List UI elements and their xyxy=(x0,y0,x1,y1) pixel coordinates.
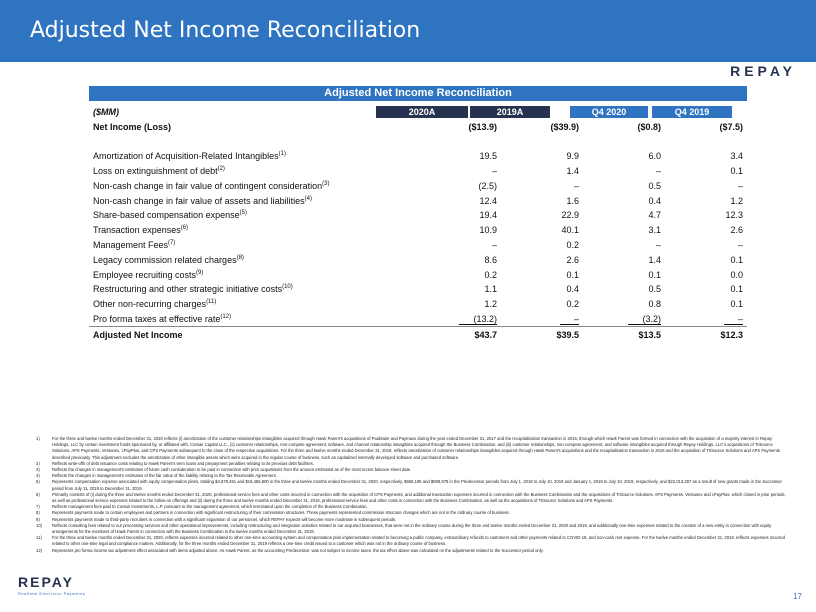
row-label: Non-cash change in fair value of contingent consideration$^{(3)}$ xyxy=(93,180,330,191)
table-row xyxy=(89,178,747,193)
page-number: 17 xyxy=(793,592,802,601)
row-label: Net Income (Loss) xyxy=(93,122,172,133)
cell-value: ($39.9) xyxy=(550,122,579,133)
row-label: Other non-recurring charges$^{(11)}$ xyxy=(93,299,217,310)
table-row xyxy=(89,164,747,179)
cell-value: 0.1 xyxy=(648,269,661,280)
cell-value: 19.4 xyxy=(479,210,497,221)
table-row xyxy=(89,208,747,223)
cell-value: ($0.8) xyxy=(637,122,661,133)
footnotes xyxy=(36,436,788,554)
cell-value: 9.9 xyxy=(566,151,579,162)
spacer-row xyxy=(89,135,747,149)
column-header-2020a: 2020A xyxy=(376,106,468,118)
footnote-ref: (4) xyxy=(304,195,312,202)
footnote-ref: (8) xyxy=(236,254,244,261)
cell-value: 6.0 xyxy=(648,151,661,162)
cell-value: – xyxy=(655,165,661,176)
footnote-text: Represents pro forma income tax adjustment effect associated with items adjusted above. As Hawk Parent, as the accounting Predecessor, was not subject to income taxes, the tax effect above was calculated on the adjustments related to the Successor period only. xyxy=(52,547,544,553)
footnote-ref: (11) xyxy=(206,299,217,306)
table-row xyxy=(89,312,747,327)
title-bar xyxy=(0,0,816,62)
table-row xyxy=(89,149,747,164)
footnote-text: Reflects management fees paid to Corsair Investments, L.P. pursuant to the management agreement, which terminated upon the completion of the Business Combination. xyxy=(52,504,368,510)
table-row xyxy=(89,267,747,282)
cell-value: 1.4 xyxy=(648,254,661,265)
footnote xyxy=(36,492,788,504)
footnote-number: 5) xyxy=(36,479,40,485)
cell-value: 10.9 xyxy=(479,225,497,236)
cell-value: 1.4 xyxy=(566,165,579,176)
cell-value: 0.0 xyxy=(730,269,743,280)
cell-value: 3.4 xyxy=(730,151,743,162)
row-label: Transaction expenses$^{(6)}$ xyxy=(93,225,189,236)
footnote-number: 8) xyxy=(36,510,40,516)
cell-value: ($13.9) xyxy=(468,122,497,133)
row-label: Restructuring and other strategic initiative costs$^{(10)}$ xyxy=(93,284,293,295)
footnote-text: For the three and twelve months ended December 31, 2020 reflects (i) amortization of the customer relationships intangibles acquired through Hawk Parent's acquisitions of PaidSuite and Paymaxx during the year ended December 31, 2017 and the recapitalization transaction in 2016, through which Hawk Parent was formed in connection with the acquisition of a majority interest in Repay Holdings, LLC by certain investment funds sponsored by, or affiliated with, Corsair Capital LLC., (ii) customer relationships, non-compete agreement, software, and channel relationship intangibles acquired through the Business Combination, and (iii) customer relationships, non-compete agreement, and software intangibles acquired through Repay Holdings, LLC's acquisitions of TriSource Solutions, APS Payments, Ventanex, cPayPlus, and CPS Payments subsequent to the close of the respective acquisitions. For the three and twelve months ended December 31, 2019, reflects amortization of customer relationships intangibles acquired through Hawk Parent's acquisitions and the recapitalization transaction in 2016 and the acquisition of TriSource Solutions and APS Payments described previously. This adjustment excludes the amortization of other intangible assets which were acquired in the regular course of business, such as capitalized internally developed software and purchased software. xyxy=(52,436,780,460)
cell-value: 1.1 xyxy=(484,284,497,295)
table-banner: Adjusted Net Income Reconciliation xyxy=(89,86,747,101)
footnote-number: 11) xyxy=(36,535,42,541)
cell-value: 0.1 xyxy=(566,269,579,280)
footnote-text: Primarily consists of (i) during the three and twelve months ended December 31, 2020, professional service fees and other costs incurred in connection with the acquisition of CPS Payments, and additional transaction expenses incurred in connection with the Business Combination and the acquisitions of TriSource Solutions, APS Payments, Ventanex and cPayPlus, which closed in prior periods, as well as professional service expenses related to the follow-on offerings and (ii) during the three and twelve months ended December 31, 2019, professional service fees and other costs in connection with the Business Combination, as well as the acquisitions of TriSource Solutions and APS Payments. xyxy=(52,491,786,504)
footnote-ref: (7) xyxy=(168,239,176,246)
table-row xyxy=(89,120,747,135)
page-title: Adjusted Net Income Reconciliation xyxy=(30,18,421,43)
footnote-text: Reflects write-offs of debt issuance costs relating to Hawk Parent's term loans and prepayment penalties relating to its previous debt facilities. xyxy=(52,460,314,466)
footnote-ref: (2) xyxy=(217,165,225,172)
table-row xyxy=(89,252,747,267)
cell-value: 3.1 xyxy=(648,225,661,236)
cell-value: 1.2 xyxy=(484,299,497,310)
brand-tagline: Realtime Electronic Payments xyxy=(18,591,86,596)
footnote-number: 6) xyxy=(36,491,40,497)
cell-value: 19.5 xyxy=(479,151,497,162)
column-header-q4-2020: Q4 2020 xyxy=(570,106,648,118)
cell-value: – xyxy=(491,165,497,176)
cell-value: 2.6 xyxy=(730,225,743,236)
footnote-ref: (10) xyxy=(282,284,293,291)
table-row xyxy=(89,238,747,253)
cell-value: 0.2 xyxy=(566,239,579,250)
cell-value: 0.4 xyxy=(648,195,661,206)
cell-value: 12.4 xyxy=(479,195,497,206)
cell-value: 0.2 xyxy=(566,299,579,310)
footnote xyxy=(36,436,788,461)
cell-value: 0.4 xyxy=(566,284,579,295)
footnote-number: 10) xyxy=(36,522,43,528)
footnote-text: Represents payments made to third-party recruiters in connection with a significant expansion of our personnel, which REPAY expects will become more moderate in subsequent periods. xyxy=(52,516,397,522)
cell-value: ($7.5) xyxy=(719,122,743,133)
cell-value: 0.1 xyxy=(730,299,743,310)
cell-value: 4.7 xyxy=(648,210,661,221)
footnote-ref: (5) xyxy=(239,210,247,217)
footnote xyxy=(36,523,788,535)
footnote-text: Reflects the changes in management's estimates of future cash consideration to be paid in connection with prior acquisitions from the amount estimated as of the most recent balance sheet date. xyxy=(52,467,412,473)
cell-value: (13.2) xyxy=(419,312,501,327)
footnote-number: 7) xyxy=(36,504,40,510)
row-label: Legacy commission related charges$^{(8)}$ xyxy=(93,254,244,265)
cell-value: $39.5 xyxy=(501,327,583,342)
table-row xyxy=(89,297,747,312)
footnote-ref: (12) xyxy=(220,313,232,320)
cell-value: (2.5) xyxy=(478,180,497,191)
footnote-number: 1) xyxy=(36,436,40,441)
cell-value: 2.6 xyxy=(566,254,579,265)
column-header-2019a: 2019A xyxy=(470,106,550,118)
cell-value: 1.2 xyxy=(730,195,743,206)
footnote-text: For the three and twelve months ended December 31, 2020, reflects expenses incurred related to other one-time accounting system and compensation plan implementation related to becoming a public company, extraordinary refunds to customers and other payments related to COVID-19, and non-cash rent expense. For the twelve months ended December 31, 2019, reflects expenses incurred related to other one-time legal and compliance matters. Additionally, for the three months ended December 31, 2019 reflects a one-time credit issued to a customer which was not in the ordinary course of business. xyxy=(52,535,785,547)
row-label: Amortization of Acquisition-Related Intangibles$^{(1)}$ xyxy=(93,151,286,162)
footnote-number: 2) xyxy=(36,460,40,466)
table-row xyxy=(89,282,747,297)
footnote xyxy=(36,535,788,547)
cell-value: – xyxy=(573,180,579,191)
row-label: Adjusted Net Income xyxy=(89,327,419,342)
cell-value: – xyxy=(737,180,743,191)
units-label: ($MM) xyxy=(93,107,119,117)
cell-value: 0.2 xyxy=(484,269,497,280)
cell-value: $13.5 xyxy=(583,327,665,342)
footnote-number: 12) xyxy=(36,547,43,553)
column-header-q4-2019: Q4 2019 xyxy=(652,106,732,118)
cell-value: 1.6 xyxy=(566,195,579,206)
footnote-text: Represents payments made to certain employees and partners in connection with significant restructuring of their commission structures. These payments represented commission structure changes which are not in the ordinary course of business. xyxy=(52,510,510,516)
footnote-ref: (1) xyxy=(278,151,286,158)
footnote-ref: (9) xyxy=(196,269,204,276)
cell-value: 0.5 xyxy=(648,180,661,191)
row-label: Pro forma taxes at effective rate$^{(12)}$ xyxy=(93,313,232,324)
repay-logo-footer: REPAY xyxy=(18,574,74,590)
footnote-number: 9) xyxy=(36,516,40,522)
row-label: Loss on extinguishment of debt$^{(2)}$ xyxy=(93,165,225,176)
cell-value: – xyxy=(491,239,497,250)
cell-value: 8.6 xyxy=(484,254,497,265)
row-label: Employee recruiting costs$^{(9)}$ xyxy=(93,269,204,280)
cell-value: 0.1 xyxy=(730,254,743,265)
footnote-number: 3) xyxy=(36,467,40,473)
cell-value: (3.2) xyxy=(583,312,665,327)
cell-value: 0.1 xyxy=(730,284,743,295)
footnote-text: Represents compensation expense associated with equity compensation plans, totaling $4,679,451 and $19,455,800 in the three and twelve months ended December 31, 2020, respectively, $658,195 and $908,978 in the Predecessor periods from July 1, 2019 to July 10, 2019 and January 1, 2019 to July 10, 2019, respectively, and $22,013,287 as a result of new grants made in the Successor period from July 11, 2019 to December 31, 2019. xyxy=(52,479,782,491)
footnote-ref: (6) xyxy=(180,225,189,232)
cell-value: 0.5 xyxy=(648,284,661,295)
table-row xyxy=(89,193,747,208)
cell-value: $43.7 xyxy=(419,327,501,342)
table-row xyxy=(89,327,747,342)
row-label: Share-based compensation expense$^{(5)}$ xyxy=(93,210,247,221)
cell-value: 40.1 xyxy=(561,225,579,236)
footnote-number: 4) xyxy=(36,473,40,479)
repay-logo: REPAY xyxy=(730,63,796,79)
footnote xyxy=(36,479,788,491)
table-row xyxy=(89,223,747,238)
reconciliation-table xyxy=(89,120,747,342)
cell-value: – xyxy=(501,312,583,327)
row-label: Non-cash change in fair value of assets and liabilities$^{(4)}$ xyxy=(93,195,312,206)
footnote-text: Reflects consulting fees related to our processing services and other operational improvements, including restructuring and integration activities related to our acquired businesses, that were not in the ordinary course during the three and twelve months ended December 31, 2020 and 2019, and additionally one-time expenses related to the creation of a new entity in connection with equity arrangements for the members of Hawk Parent in connection with the Business Combination in the twelve months ended December 31, 2019. xyxy=(52,522,772,535)
footnote xyxy=(36,548,788,554)
cell-value: – xyxy=(737,239,743,250)
cell-value: 0.8 xyxy=(648,299,661,310)
cell-value: – xyxy=(655,239,661,250)
footnote-ref: (3) xyxy=(322,180,330,187)
cell-value: 12.3 xyxy=(725,210,743,221)
cell-value: $12.3 xyxy=(665,327,747,342)
footnote-text: Reflects the changes in management's estimates of the fair value of the liability relating to the Tax Receivable Agreement. xyxy=(52,473,277,479)
cell-value: 22.9 xyxy=(561,210,579,221)
cell-value: – xyxy=(665,312,747,327)
row-label: Management Fees$^{(7)}$ xyxy=(93,239,176,250)
cell-value: 0.1 xyxy=(730,165,743,176)
